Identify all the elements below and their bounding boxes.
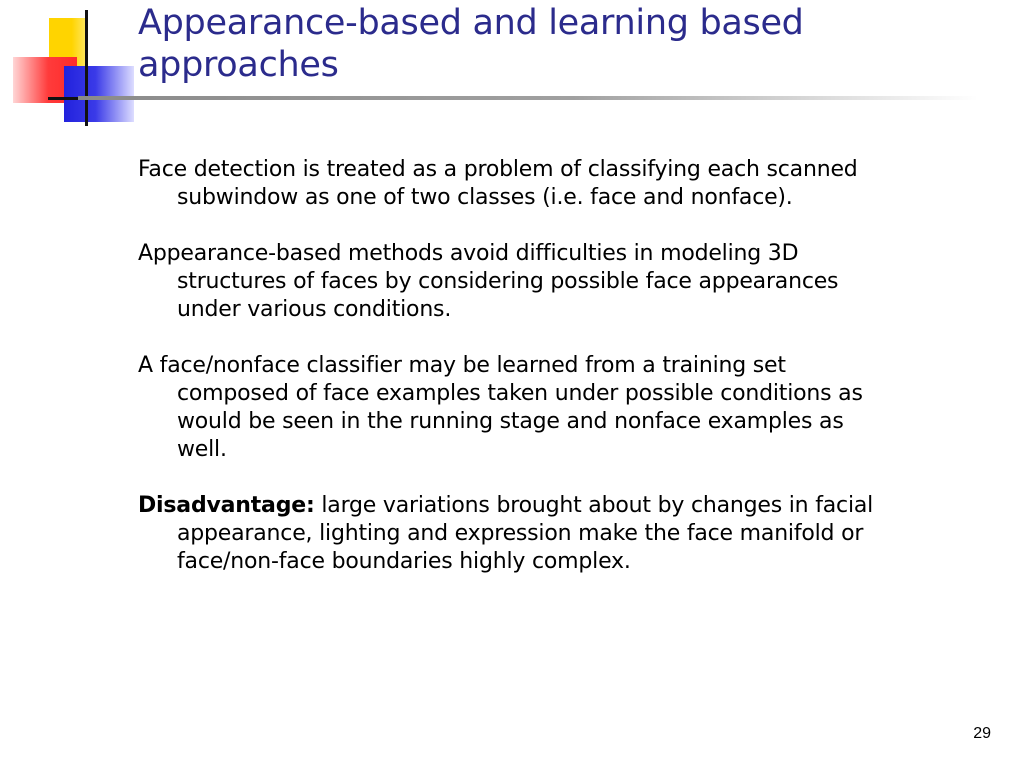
paragraph-text: large variations brought about by changes in facial appearance, lighting and expression make the face manifold or face/non-face boundaries highly complex. xyxy=(177,493,874,574)
paragraph-lead: Disadvantage: xyxy=(138,493,315,518)
paragraph-2 xyxy=(138,240,878,324)
logo-vertical-line xyxy=(85,10,88,126)
paragraph-4 xyxy=(138,492,878,576)
slide-body xyxy=(138,156,878,604)
page-number: 29 xyxy=(973,725,991,742)
decorative-squares-logo xyxy=(0,0,140,130)
paragraph-text: Face detection is treated as a problem of classifying each scanned subwindow as one of two classes (i.e. face and nonface). xyxy=(138,157,858,210)
paragraph-text: A face/nonface classifier may be learned from a training set composed of face examples taken under possible conditions as would be seen in the running stage and nonface examples as well. xyxy=(138,353,863,462)
blue-square xyxy=(64,66,134,122)
title-underline xyxy=(78,96,978,100)
paragraph-text: Appearance-based methods avoid difficulties in modeling 3D structures of faces by considering possible face appearances under various conditions. xyxy=(138,241,839,322)
slide-title: Appearance-based and learning based approaches xyxy=(138,3,804,85)
paragraph-3 xyxy=(138,352,878,464)
paragraph-1 xyxy=(138,156,878,212)
